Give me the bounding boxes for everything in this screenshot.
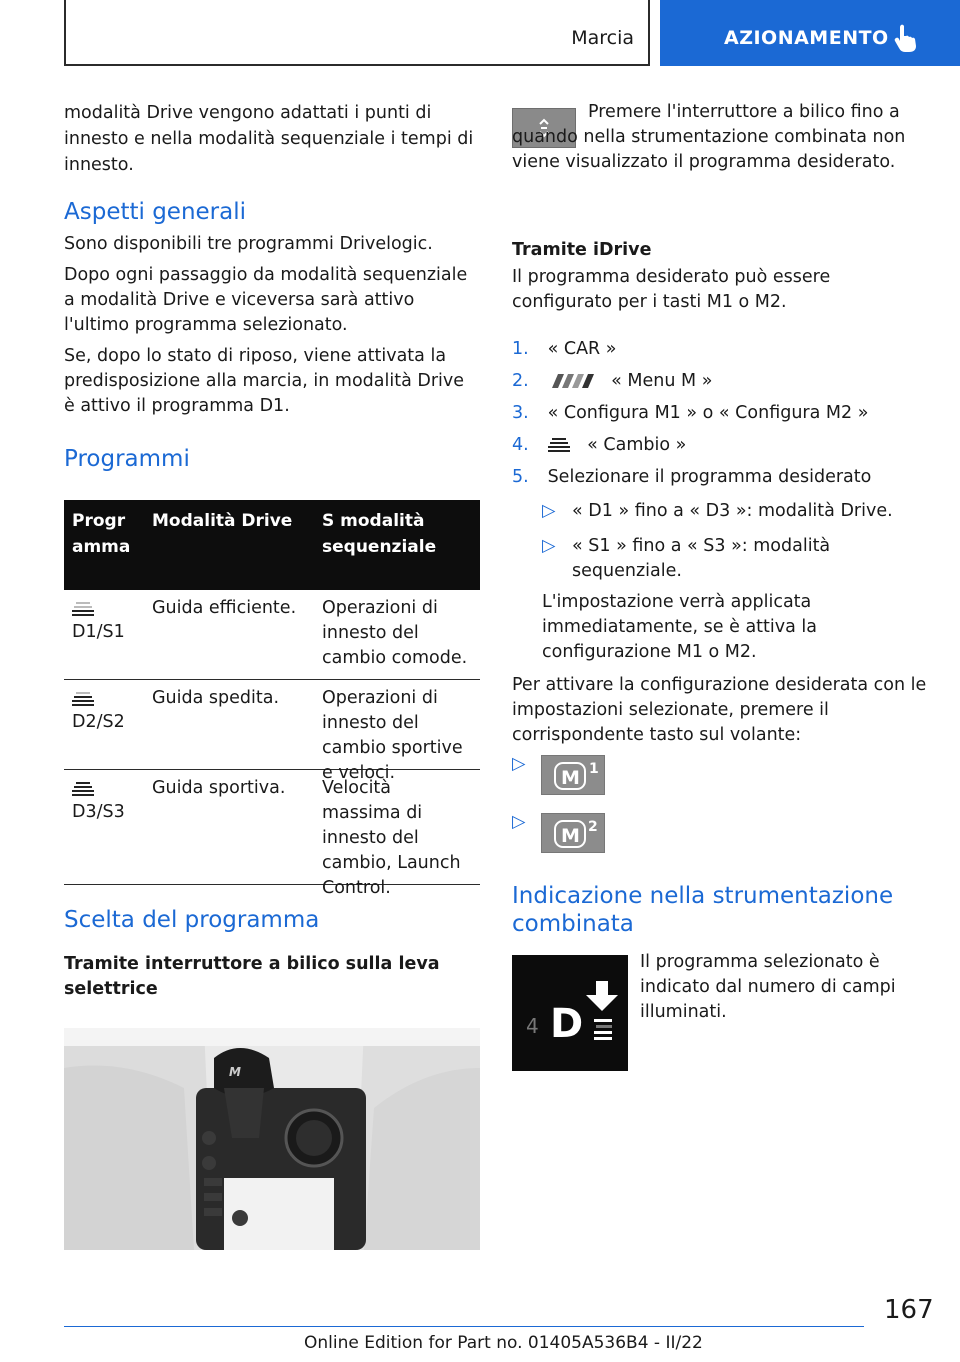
program-level-2-icon [72,690,96,708]
page-number: 167 [884,1295,934,1325]
general-p2: Dopo ogni passaggio da modalità sequenziale a modalità Drive e viceversa sarà attivo l'ultimo programma selezionato. [64,265,468,335]
sub-step-text: « D1 » fino a « D3 »: modalità Drive. [572,501,893,521]
step-text: « Menu M » [611,371,713,391]
heading-program-choice: Scelta del programma [64,907,320,933]
step-number: 4. [512,435,529,455]
display-paragraph: Il programma selezionato è indicato dal numero di campi illuminati. [640,952,896,1022]
footer-divider [64,1326,864,1327]
general-p1: Sono disponibili tre programmi Drivelogic. [64,234,433,254]
step-number: 2. [512,371,529,391]
svg-text:M: M [561,767,580,789]
table-header-row [64,500,480,590]
header-chapter-title: AZIONAMENTO [724,27,889,49]
table-header-program: Programma [72,511,131,557]
rocker-paragraph: Premere l'interruttore a bilico fino a quando nella strumentazione combinata non viene visualizzato il programma desiderato. [512,102,906,172]
general-p3: Se, dopo lo stato di riposo, viene attivata la predisposizione alla marcia, in modalità Drive è attivo il programma D1. [64,346,465,416]
svg-text:1: 1 [589,761,599,777]
intro-paragraph: modalità Drive vengono adattati i punti di innesto e nella modalità sequenziale i tempi di innesto. [64,103,474,175]
table-row [64,590,480,680]
svg-text:D: D [550,1001,584,1047]
header-chapter-box [660,0,960,66]
right-column [512,238,928,748]
bullet-triangle-icon: ▷ [512,812,526,832]
svg-text:2: 2 [588,819,598,835]
steps-list [512,337,928,665]
instrument-display-image [512,955,628,1071]
table-header-sequential: S modalità sequenziale [322,511,437,557]
heading-idrive: Tramite iDrive [512,240,652,260]
program-label: D1/S1 [72,622,125,642]
svg-text:4: 4 [526,1014,539,1038]
program-level-3-icon [72,780,96,798]
program-label: D3/S3 [72,802,125,822]
list-item [512,369,928,401]
table-header-drive: Modalità Drive [152,511,293,531]
heading-general: Aspetti generali [64,199,247,225]
table-cell-sequential: Velocità massima di innesto del cambio, Launch Control. [322,778,461,898]
m2-button-icon [541,813,605,853]
left-column [64,100,480,473]
left-column-lower [64,906,480,1002]
heading-rocker-switch: Tramite interruttore a bilico sulla leva selettrice [64,954,440,999]
program-label: D2/S2 [72,712,125,732]
table-cell-drive: Guida efficiente. [152,598,297,618]
step-number: 1. [512,339,529,359]
bullet-triangle-icon: ▷ [512,754,526,774]
step-text: « Cambio » [587,435,687,455]
step-number: 3. [512,403,529,423]
bullet-triangle-icon: ▷ [542,536,556,556]
idrive-paragraph: Il programma desiderato può essere configurato per i tasti M1 o M2. [512,267,831,312]
sub-step-text: « S1 » fino a « S3 »: modalità sequenziale. [572,536,831,581]
list-item [542,499,928,524]
step-text: « CAR » [547,339,617,359]
step-text: « Configura M1 » o « Configura M2 » [547,403,869,423]
svg-text:M: M [229,1065,241,1079]
apply-paragraph: L'impostazione verrà applicata immediatamente, se è attiva la configurazione M1 o M2. [542,592,817,662]
table-cell-program [64,590,144,679]
step-number: 5. [512,467,529,487]
heading-programs: Programmi [64,446,190,472]
table-row [64,770,480,898]
footer-edition: Online Edition for Part no. 01405A536B4 - II/22 [304,1333,703,1353]
list-item [542,534,928,584]
table-cell-program [64,770,144,884]
sub-list [542,499,928,665]
pointing-hand-icon [894,24,920,52]
gearbox-icon [548,436,572,454]
table-cell-drive: Guida sportiva. [152,778,286,798]
gear-selector-photo [64,1028,480,1250]
table-cell-drive: Guida spedita. [152,688,280,708]
bullet-triangle-icon: ▷ [542,501,556,521]
program-level-1-icon [72,600,96,618]
activate-paragraph: Per attivare la configurazione desiderata con le impostazioni selezionate, premere il corrispondente tasto sul volante: [512,675,927,745]
list-item [512,337,928,369]
m1-button-icon [541,755,605,795]
table-cell-program [64,680,144,769]
list-item [512,401,928,433]
svg-text:M: M [561,825,580,847]
programs-table [64,500,480,898]
header-section-box [64,0,650,66]
table-cell-sequential: Operazioni di innesto del cambio comode. [322,598,468,668]
list-item [512,465,928,497]
table-row [64,680,480,783]
table-cell-sequential: Operazioni di innesto del cambio sportive e veloci. [322,688,463,783]
list-item [512,433,928,465]
heading-instrument-display: Indicazione nella strumentazione combinata [512,883,894,937]
header-section-title: Marcia [571,27,634,49]
m-menu-icon [548,374,594,388]
step-text: Selezionare il programma desiderato [547,467,872,487]
